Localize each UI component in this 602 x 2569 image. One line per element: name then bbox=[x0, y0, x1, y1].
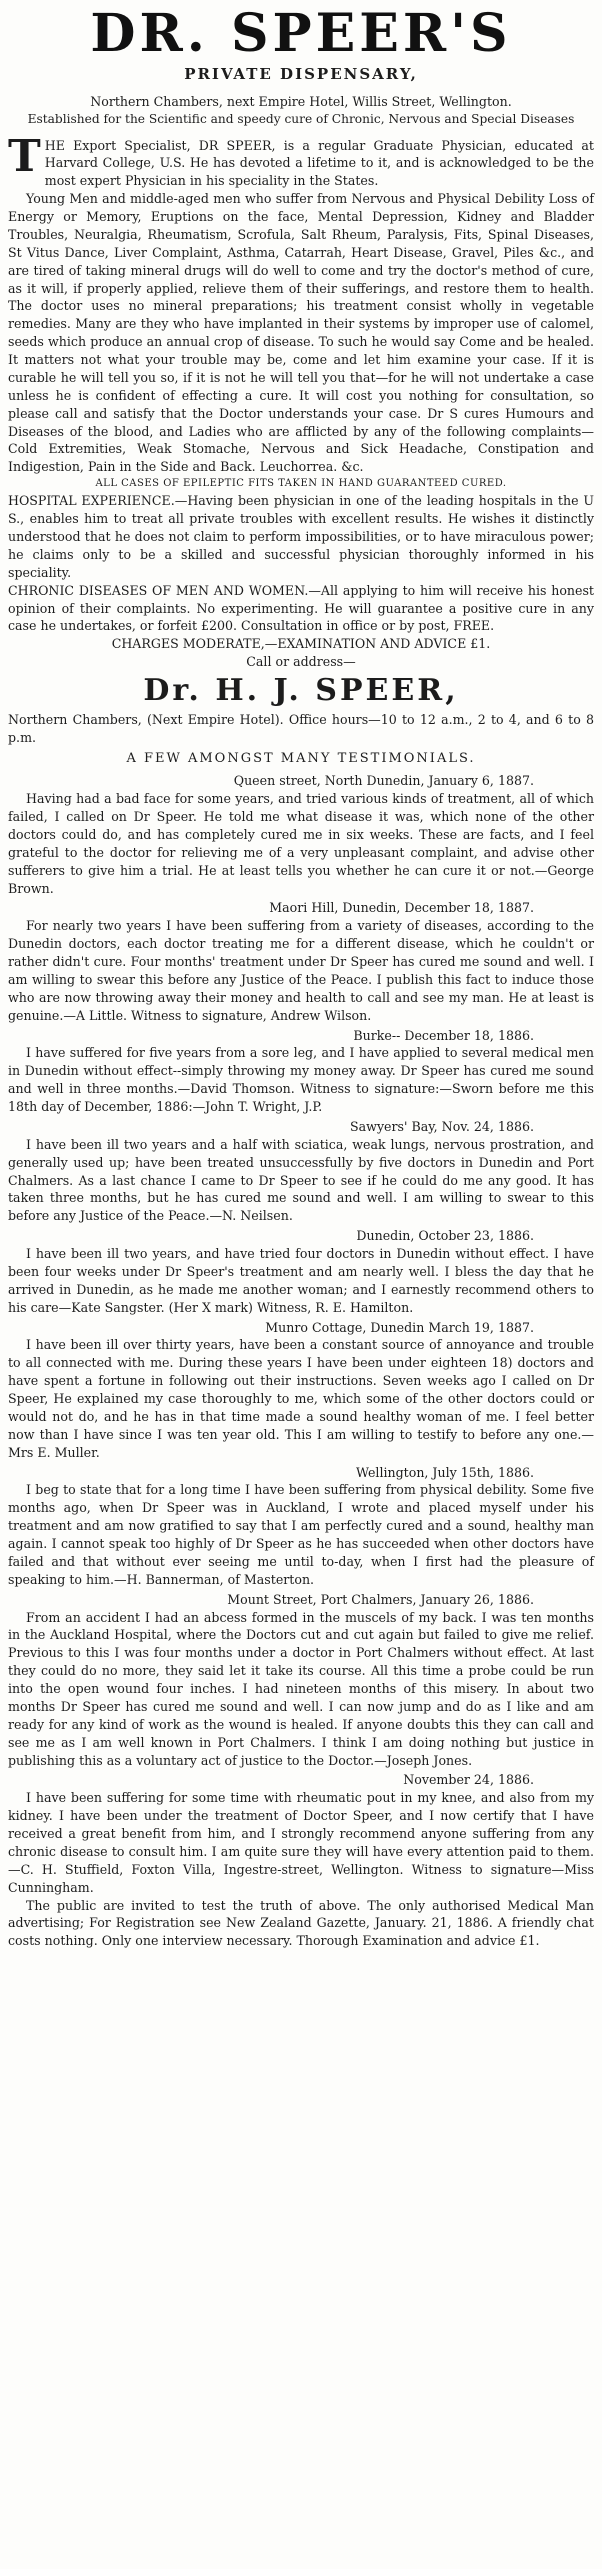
advert-subtitle: PRIVATE DISPENSARY, bbox=[184, 65, 418, 83]
testimonial-text: From an accident I had an abcess formed in the muscels of my back. I was ten months in the Auckland Hospital, where the Doctors cut and cut again but failed to give me relief. Previous to this I was four months under a doctor in Port Chalmers without effect. At last they could do no more, they said let it take its course. All this time a probe could be run into the open wound four inches. I had nineteen months of this misery. In about two months Dr Speer has cured me sound and well. I can now jump and do as I like and am ready for any kind of work as the wound is healed. If anyone doubts this they can call and see me as I am well known in Port Chalmers. I think I am doing nothing but justice in publishing this as a voluntary act of justice to the Doctor.—Joseph Jones. bbox=[8, 1609, 594, 1768]
testimonial-date: Wellington, July 15th, 1886. bbox=[356, 1464, 534, 1480]
testimonial-date: Burke-- December 18, 1886. bbox=[353, 1027, 534, 1043]
dropcap-letter: T bbox=[8, 130, 41, 182]
testimonial-date: Mount Street, Port Chalmers, January 26, 1886. bbox=[227, 1591, 534, 1607]
testimonial-text: I have been ill over thirty years, have been a constant source of annoyance and trouble to all connected with me. During these years I have been under eighteen 18) doctors and have spent a fortune in following out their instructions. Seven weeks ago I called on Dr Speer, He explained my case thoroughly to me, which some of the other doctors could or would not do, and he has in that time made a sound healthy woman of me. I feel better now than I have since I was ten year old. This I am willing to testify to before any one.—Mrs E. Muller. bbox=[8, 1337, 594, 1460]
testimonial-date: Dunedin, October 23, 1886. bbox=[356, 1228, 534, 1244]
young-men-paragraph: Young Men and middle-aged men who suffer from Nervous and Physical Debility Loss of Energy or Memory, Eruptions on the face, Mental Depression, Kidney and Bladder Troubles, Neuralgia, Rheumatism, Scrofula, Salt Rheum, Paralysis, Fits, Spinal Diseases, St Vitus Dance, Liver Complaint, Asthma, Catarrah, Heart Disease, Gravel, Piles &c., and are tired of taking mineral drugs will do well to come and try the doctor's method of cure, as it will, if properly applied, relieve them of their sufferings, and restore them to health. The doctor uses no mineral preparations; his treatment consist wholly in vegetable remedies. Many are they who have implanted in their systems by improper use of calomel, seeds which produce an annual crop of disease. To such he would say Come and be healed. It matters not what your trouble may be, come and let him examine your case. If it is curable he will tell you so, if it is not he will tell you that—for he will not undertake a case unless he is confident of effecting a cure. It will cost you nothing for consultation, so please call and satisfy that the Doctor understands your case. Dr S cures Humours and Diseases of the blood, and Ladies who are afflicted by any of the following complaints—Cold Extremities, Weak Stomache, Nervous and Sick Headache, Constipation and Indigestion, Pain in the Side and Back. Leuchorrea. &c. bbox=[8, 191, 594, 475]
hospital-paragraph: HOSPITAL EXPERIENCE.—Having been physician in one of the leading hospitals in the U S., enables him to treat all private troubles with excellent results. He wishes it distinctly understood that he does not claim to perform impossibilities, or to have miraculous power; he claims only to be a skilled and successful physician thoroughly informed in his speciality. bbox=[8, 493, 594, 580]
advert-title: DR. SPEER'S bbox=[90, 3, 512, 64]
testimonial-text: For nearly two years I have been suffering from a variety of diseases, according to the Dunedin doctors, each doctor treating me for a different disease, which he couldn't or rather didn't cure. Four months' treatment under Dr Speer has cured me sound and well. I am willing to swear this before any Justice of the Peace. I publish this fact to induce those who are now throwing away their money and health to call and see my man. He at least is genuine.—A Little. Witness to signature, Andrew Wilson. bbox=[8, 918, 594, 1023]
closing-paragraph: The public are invited to test the truth of above. The only authorised Medical Man advertising; For Registration see New Zealand Gazette, January. 21, 1886. A friendly chat costs nothing. Only one interview necessary. Thorough Examination and advice £1. bbox=[8, 1897, 594, 1949]
advert-established: Established for the Scientific and speedy cure of Chronic, Nervous and Special Diseases bbox=[27, 112, 575, 127]
intro-paragraph bbox=[8, 130, 594, 191]
testimonial bbox=[8, 1027, 594, 1116]
testimonial bbox=[8, 772, 594, 897]
testimonial bbox=[8, 1118, 594, 1225]
testimonial-text: I have been suffering for some time with rheumatic pout in my knee, and also from my kidney. I have been under the treatment of Doctor Speer, and I now certify that I have received a great benefit from him, and I strongly recommend anyone suffering from any chronic disease to consult him. I am quite sure they will have every attention paid to them.—C. H. Stuffield, Foxton Villa, Ingestre-street, Wellington. Witness to signature—Miss Cunningham. bbox=[8, 1790, 594, 1895]
testimonial-text: I have been ill two years, and have tried four doctors in Dunedin without effect. I have been four weeks under Dr Speer's treatment and am nearly well. I bless the day that he arrived in Dunedin, as he made me another woman; and I earnestly recommend others to his care—Kate Sangster. (Her X mark) Witness, R. E. Hamilton. bbox=[8, 1246, 594, 1315]
office-hours: Northern Chambers, (Next Empire Hotel). Office hours—10 to 12 a.m., 2 to 4, and 6 to 8 p.m. bbox=[8, 712, 594, 745]
testimonial bbox=[8, 1227, 594, 1316]
testimonial-text: I beg to state that for a long time I have been suffering from physical debility. Some five months ago, when Dr Speer was in Auckland, I wrote and placed myself under his treatment and am now gratified to say that I am perfectly cured and a sound, healthy man again. I cannot speak too highly of Dr Speer as he has succeeded when other doctors have failed and that without ever seeing me until to-day, when I first had the pleasure of speaking to him.—H. Bannerman, of Masterton. bbox=[8, 1482, 594, 1587]
testimonial bbox=[8, 1319, 594, 1462]
testimonial-text: Having had a bad face for some years, and tried various kinds of treatment, all of which failed, I called on Dr Speer. He told me what disease it was, which none of the other doctors could do, and has completely cured me in six weeks. These are facts, and I feel grateful to the doctor for relieving me of a very unpleasant complaint, and advise other sufferers to give him a trial. He at least tells you whether he can cure it or not.—George Brown. bbox=[8, 791, 594, 896]
testimonial-date: Sawyers' Bay, Nov. 24, 1886. bbox=[350, 1118, 534, 1134]
call-or-address: Call or address— bbox=[246, 654, 356, 670]
epileptic-notice: ALL CASES OF EPILEPTIC FITS TAKEN IN HAND GUARANTEED CURED. bbox=[95, 478, 507, 490]
testimonials-heading: A FEW AMONGST MANY TESTIMONIALS. bbox=[126, 750, 476, 766]
charges-line: CHARGES MODERATE,—EXAMINATION AND ADVICE £1. bbox=[111, 636, 491, 652]
testimonial-date: Queen street, North Dunedin, January 6, 1887. bbox=[233, 773, 534, 789]
advert-address: Northern Chambers, next Empire Hotel, Willis Street, Wellington. bbox=[90, 94, 512, 110]
testimonial-text: I have suffered for five years from a sore leg, and I have applied to several medical men in Dunedin without effect--simply throwing my money away. Dr Speer has cured me sound and well in three months.—David Thomson. Witness to signature:—Sworn before me this 18th day of December, 1886:—John T. Wright, J.P. bbox=[8, 1045, 594, 1115]
testimonial bbox=[8, 1591, 594, 1770]
testimonial bbox=[8, 1771, 594, 1896]
testimonial bbox=[8, 899, 594, 1024]
doctor-name: Dr. H. J. SPEER, bbox=[143, 673, 459, 709]
testimonial bbox=[8, 1464, 594, 1589]
testimonial-date: Maori Hill, Dunedin, December 18, 1887. bbox=[269, 900, 534, 916]
testimonial-date: Munro Cottage, Dunedin March 19, 1887. bbox=[265, 1319, 534, 1335]
testimonial-date: November 24, 1886. bbox=[403, 1772, 534, 1788]
chronic-paragraph: CHRONIC DISEASES OF MEN AND WOMEN.—All applying to him will receive his honest opinion of their complaints. No experimenting. He will guarantee a positive cure in any case he undertakes, or forfeit £200. Consultation in office or by post, FREE. bbox=[8, 582, 594, 634]
intro-text: HE Export Specialist, DR SPEER, is a regular Graduate Physician, educated at Harvard College, U.S. He has devoted a lifetime to it, and is acknowledged to be the most expert Physician in his speciality in the States. bbox=[44, 137, 594, 189]
testimonial-text: I have been ill two years and a half with sciatica, weak lungs, nervous prostration, and generally used up; have been treated unsuccessfully by five doctors in Dunedin and Port Chalmers. As a last chance I came to Dr Speer to see if he could do me any good. It has taken three months, but he has cured me sound and well. I am willing to swear to this before any Justice of the Peace.—N. Neilsen. bbox=[8, 1136, 594, 1224]
